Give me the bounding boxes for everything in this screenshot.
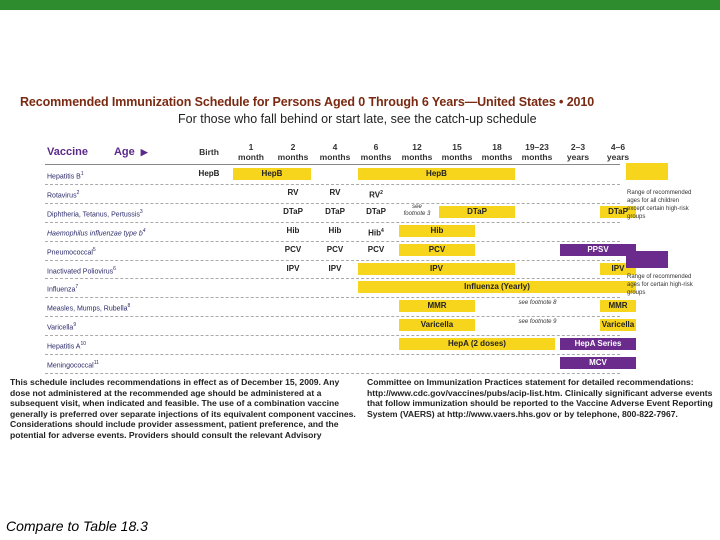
rv-2-month-dose: RV (287, 187, 299, 197)
age-header-label: 19–23 months (521, 142, 553, 162)
age-arrow-icon: ▶ (140, 146, 148, 157)
dtap-footnote-note: footnote 3 (403, 210, 431, 217)
vaccine-name-row-5: Inactivated Poliovirus$^6$ (47, 265, 116, 275)
vaccine-footnote-number: 8 (127, 303, 131, 310)
row-divider (45, 316, 620, 317)
page-subtitle: For those who fall behind or start late, see the catch-up schedule (178, 112, 537, 126)
age-header-label: 2–3 years (566, 142, 590, 162)
vaccine-footnote-number: 9 (73, 322, 77, 329)
ipv-4-6-year-bar: IPV (600, 263, 636, 275)
age-header-0 (187, 140, 231, 164)
row-divider (45, 354, 620, 355)
pcv-4-month-dose: PCV (326, 244, 344, 254)
legend-purple-text: Range of recommended ages for certain high-risk groups (627, 274, 693, 296)
age-header-10 (598, 140, 638, 164)
age-header-label: 18 months (481, 142, 513, 162)
vaccine-footnote-number: 7 (75, 284, 79, 291)
vaccine-column-header: Vaccine (47, 146, 88, 158)
title-region: United States • 2010 (477, 95, 595, 109)
hepb-1-2-month-bar: HepB (233, 168, 311, 180)
vaccine-footnote-number: 10 (80, 341, 87, 348)
age-header-label: 12 months (401, 142, 433, 162)
vaccine-footnote-number: 4 (142, 227, 146, 234)
age-header-3 (315, 140, 355, 164)
dtap-15-18-month-bar: DTaP (439, 206, 515, 218)
hib-2-month-dose: Hib (286, 225, 300, 235)
legend-yellow-text: Range of recommended ages for all children except certain high-risk groups (627, 190, 692, 220)
age-header-8 (517, 140, 557, 164)
legend-purple-swatch (626, 251, 668, 268)
age-header-6 (437, 140, 477, 164)
row-divider (45, 297, 620, 298)
vaccine-name-row-7: Measles, Mumps, Rubella$^8$ (47, 303, 131, 313)
row-divider (45, 164, 620, 165)
age-header-label: 1 month (238, 142, 264, 162)
vaccine-name-row-6: Influenza$^7$ (47, 284, 79, 294)
vaccine-footnote-number: 2 (76, 189, 80, 196)
vaccine-age-header (45, 140, 186, 164)
age-column-header: Age (113, 146, 135, 158)
pcv-12-15-month-bar: PCV (399, 244, 475, 256)
vaccine-footnote-number: 5 (92, 246, 96, 253)
age-header-5 (397, 140, 437, 164)
vaccine-name-row-4: Pneumococcal$^5$ (47, 246, 96, 256)
row-divider (45, 184, 620, 185)
vaccine-name-row-3: Haemophilus influenzae type $b^4$ (47, 227, 146, 238)
dtap-2-month-dose: DTaP (283, 206, 303, 216)
age-header-label: 6 months (360, 142, 392, 162)
varicella-4-6-year-bar: Varicella (601, 320, 635, 330)
age-header-4 (356, 140, 396, 164)
row-divider (45, 373, 620, 374)
age-header-2 (273, 140, 313, 164)
hib-12-15-month-bar: Hib (399, 225, 475, 237)
row-divider (45, 335, 620, 336)
varicella-12-15-month-bar: Varicella (399, 319, 475, 331)
row-divider (45, 260, 620, 261)
hepa-2-doses-bar: HepA (2 doses) (399, 338, 555, 350)
vaccine-name-row-2: Diphtheria, Tetanus, Pertussis$^3$ (47, 208, 143, 219)
pcv-2-month-dose: PCV (284, 244, 302, 254)
dtap-see-note: see (412, 203, 422, 210)
age-header-label: Birth (199, 147, 219, 157)
vaccine-name-row-1: Rotavirus$^2$ (47, 189, 80, 200)
vaccine-name-row-8: Varicella$^9$ (47, 322, 77, 332)
top-accent-bar (0, 0, 720, 10)
notes-left-paragraph: This schedule includes recommendations in effect as of December 15, 2009. Any dose not administered at the recommended age should be administered at a subsequent visit, when indicated and feasible. The use of a combination vaccine generally is preferred over separate injections of its equivalent component vaccines. Considerations should include provider assessment, patient preference, and the potential for adverse events. Providers should consult the relevant Advisory (10, 377, 356, 440)
pcv-6-month-dose: PCV (367, 244, 385, 254)
ppsv-high-risk-bar: PPSV (560, 244, 636, 256)
dtap-4-6-year-bar: DTaP (600, 206, 636, 218)
hib-4-month-dose: Hib (328, 225, 342, 235)
age-header-label: 15 months (441, 142, 473, 162)
vaccine-footnote-number: 3 (139, 208, 143, 215)
influenza-yearly-bar: Influenza (Yearly) (358, 281, 636, 293)
row-divider (45, 241, 620, 242)
vaccine-footnote-number: 6 (113, 265, 116, 272)
vaccine-name-row-10: Meningococcal$^{11}$ (47, 360, 99, 370)
page-title (20, 95, 710, 109)
legend-yellow-swatch (626, 163, 668, 180)
varicella-see-footnote: see footnote 9 (518, 319, 557, 326)
mmr-4-6-year-bar: MMR (600, 300, 636, 312)
title-dash: — (464, 95, 478, 109)
hepb-birth-bar: HepB (198, 169, 220, 178)
rv-6-month-dose: $RV^2$ (369, 189, 383, 200)
age-header-label: 4–6 years (606, 142, 630, 162)
ipv-2-month-dose: IPV (286, 263, 300, 273)
hib-6-month-dose: Hib$^4$ (368, 227, 384, 238)
vaccine-name-row-9: Hepatitis $A^{10}$ (47, 341, 87, 351)
notes-right-paragraph: Committee on Immunization Practices statement for detailed recommendations: http://www.cdc.gov/vaccines/pubs/acip-list.htm. Clinically significant adverse events that follow immunization should be reported to the Vaccine Adverse Event Reporting System (VAERS) at http://www.vaers.hhs.gov or by telephone, 800-822-7967. (367, 377, 713, 419)
mmr-see-footnote: see footnote 8 (518, 300, 557, 307)
hepb-6-18-month-bar: HepB (358, 168, 515, 180)
mmr-12-15-month-bar: MMR (399, 300, 475, 312)
age-header-label: 4 months (319, 142, 351, 162)
age-header-7 (477, 140, 517, 164)
row-divider (45, 278, 620, 279)
vaccine-footnote-number: 11 (93, 360, 99, 366)
age-header-1 (231, 140, 271, 164)
ipv-4-month-dose: IPV (328, 263, 342, 273)
cell-footnote-number: 4 (381, 227, 384, 234)
cell-footnote-number: 2 (380, 189, 383, 196)
mcv-high-risk-bar: MCV (560, 357, 636, 369)
figure-caption: Compare to Table 18.3 (6, 518, 148, 534)
age-header-9 (558, 140, 598, 164)
ipv-6-18-month-bar: IPV (358, 263, 515, 275)
age-header-label: 2 months (277, 142, 309, 162)
rv-4-month-dose: RV (329, 187, 341, 197)
hepa-series-bar: HepA Series (560, 338, 636, 350)
vaccine-name-row-0: Hepatitis $B^1$ (47, 171, 84, 181)
dtap-4-month-dose: DTaP (325, 206, 345, 216)
dtap-6-month-dose: DTaP (366, 206, 386, 216)
vaccine-footnote-number: 1 (80, 171, 84, 177)
title-main: Recommended Immunization Schedule for Persons Aged 0 Through 6 Years (20, 95, 465, 109)
